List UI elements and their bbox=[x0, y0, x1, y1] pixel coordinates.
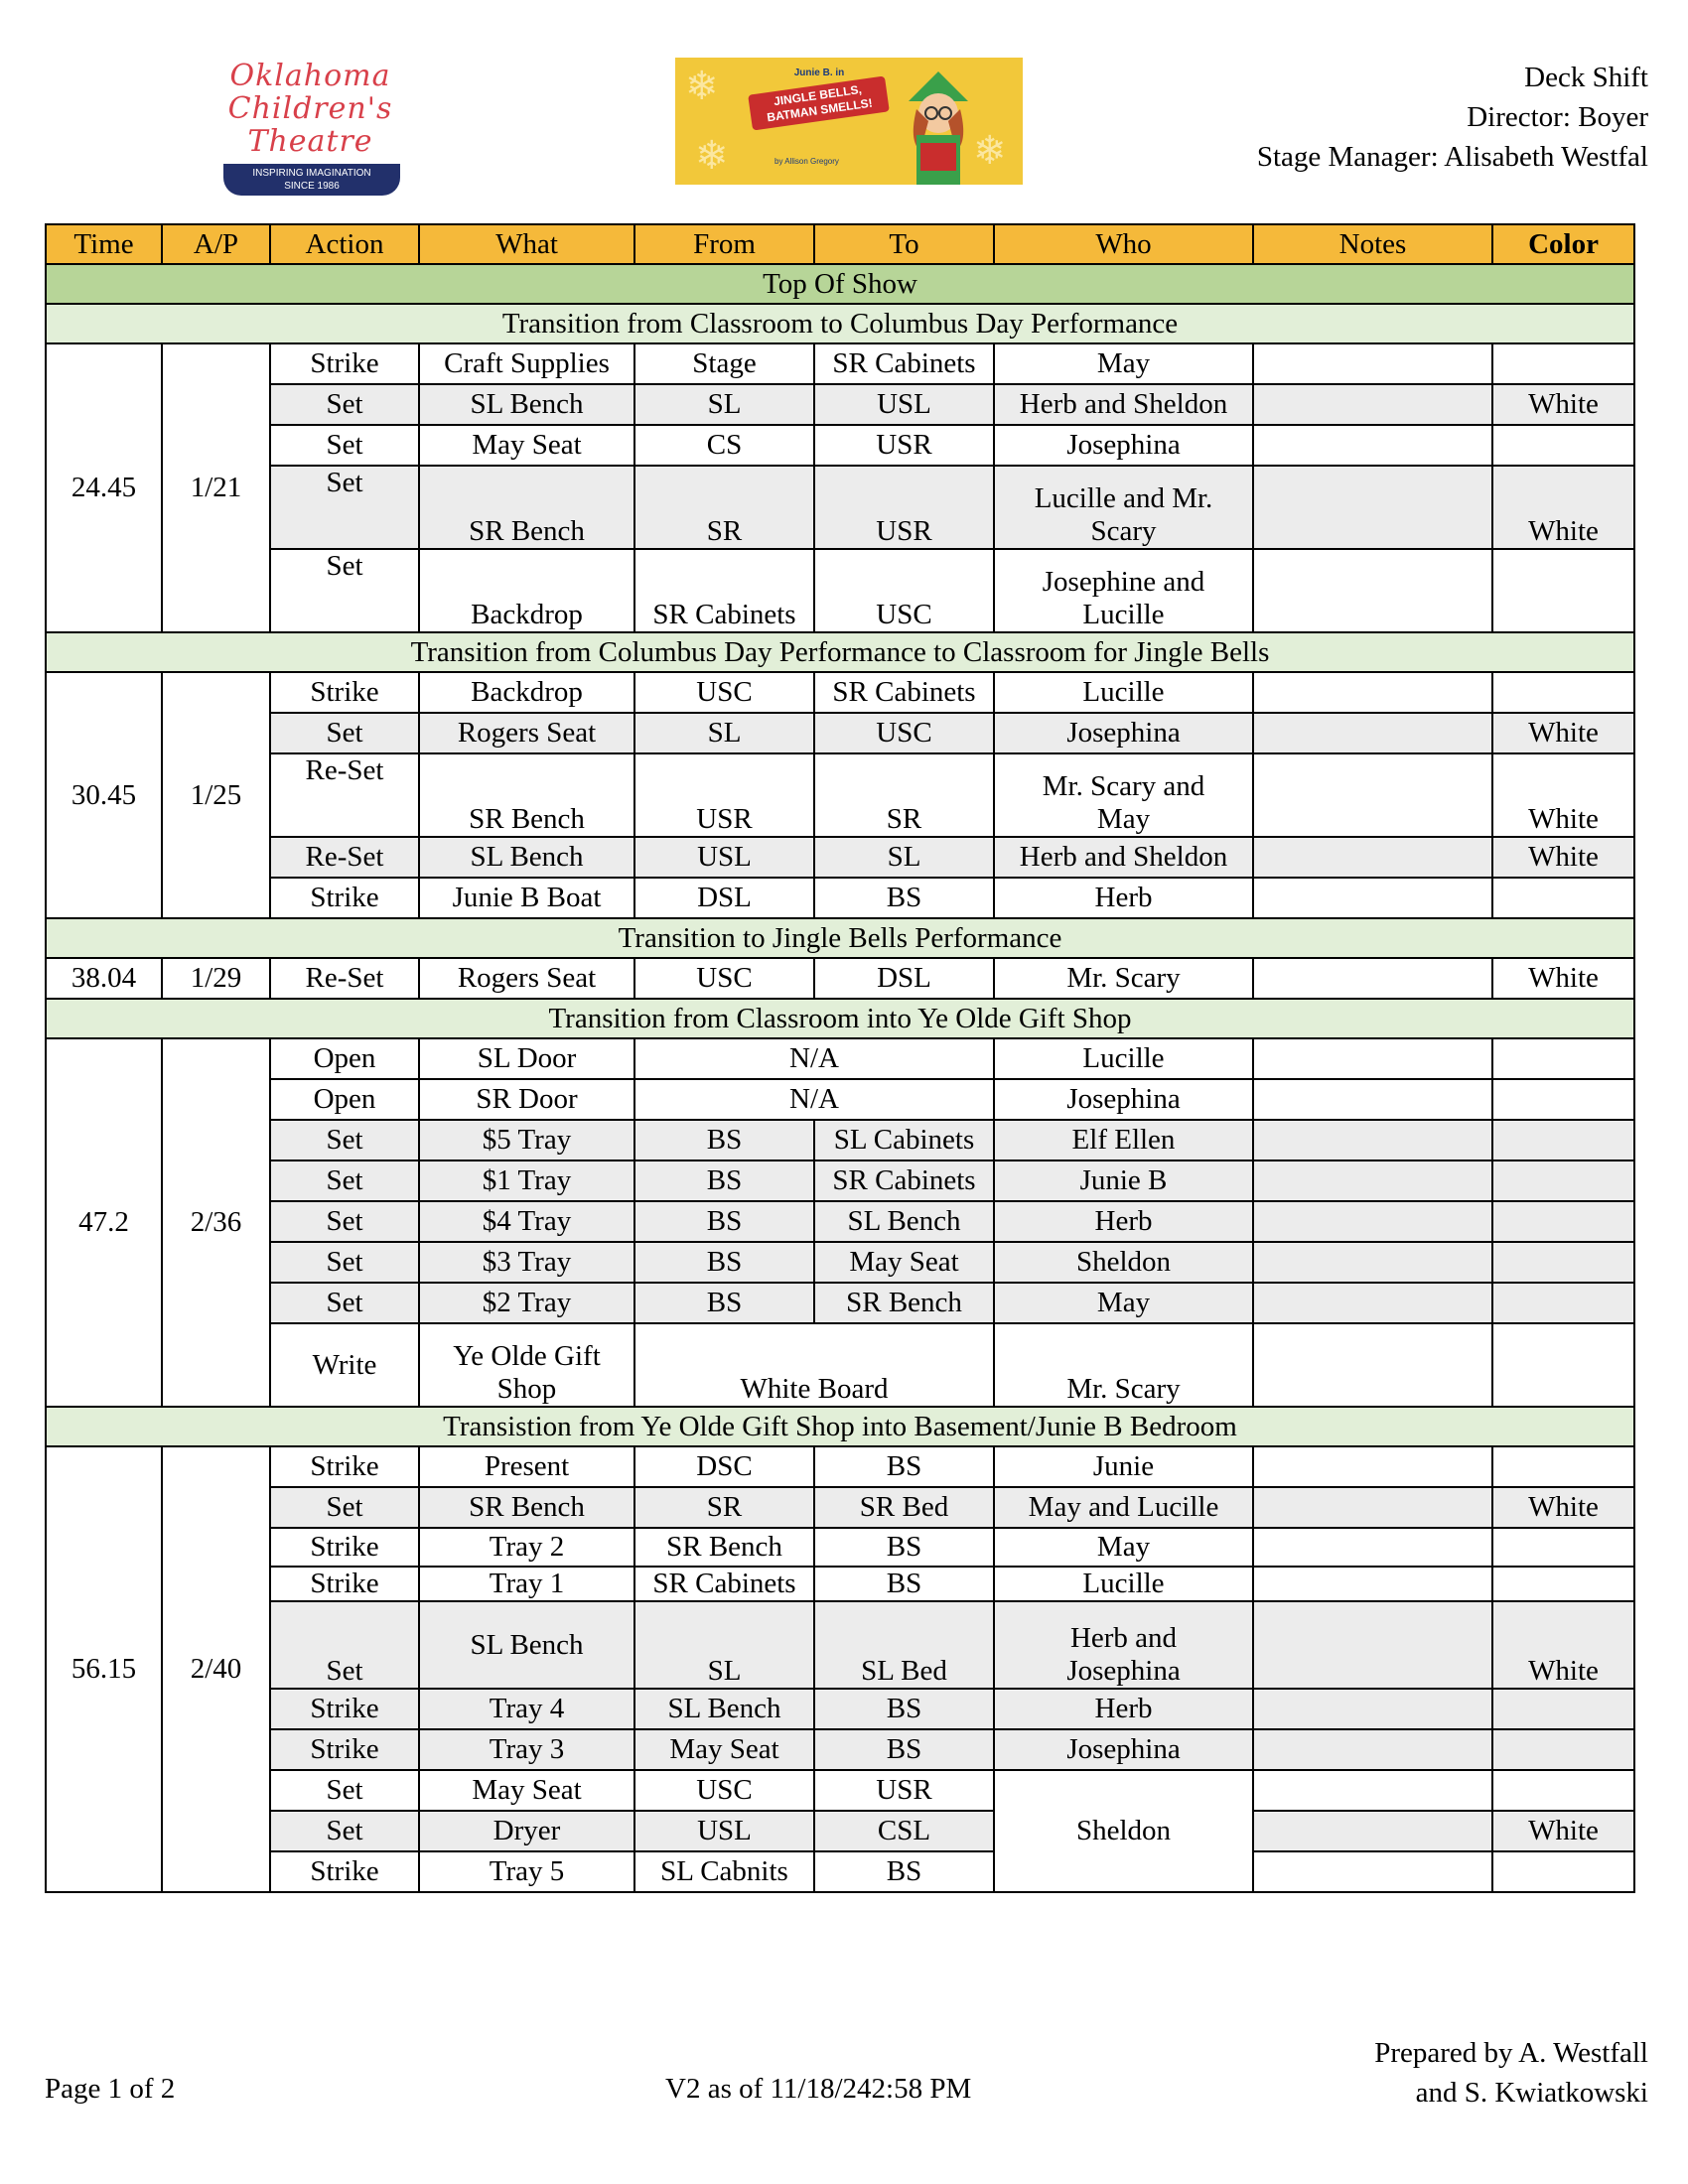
notes-cell bbox=[1253, 1567, 1492, 1601]
section-title: Transition from Classroom into Ye Olde Gift Shop bbox=[46, 999, 1634, 1038]
stage-manager-line: Stage Manager: Alisabeth Westfal bbox=[1256, 141, 1648, 173]
action-cell: Set bbox=[270, 425, 419, 466]
to-cell: SR Cabinets bbox=[814, 672, 994, 713]
to-cell: USR bbox=[814, 425, 994, 466]
what-cell: May Seat bbox=[419, 1770, 634, 1811]
who-line-2: May bbox=[1096, 803, 1151, 835]
what-cell: SL Bench bbox=[419, 1601, 634, 1689]
deck-shift-table bbox=[45, 223, 1635, 1893]
notes-cell bbox=[1253, 713, 1492, 753]
what-cell: Tray 1 bbox=[419, 1567, 634, 1601]
section-header-row bbox=[46, 304, 1634, 343]
what-cell: SR Bench bbox=[419, 753, 634, 837]
notes-cell bbox=[1253, 1323, 1492, 1407]
who-cell: Herb bbox=[994, 1201, 1253, 1242]
who-line-2: Josephina bbox=[1066, 1655, 1181, 1687]
action-cell: Re-Set bbox=[270, 958, 419, 999]
what-cell: May Seat bbox=[419, 425, 634, 466]
from-cell: USC bbox=[634, 958, 814, 999]
from-cell: USL bbox=[634, 837, 814, 878]
what-cell: SR Door bbox=[419, 1079, 634, 1120]
to-cell: SR Cabinets bbox=[814, 1160, 994, 1201]
to-cell: USR bbox=[814, 466, 994, 549]
notes-cell bbox=[1253, 837, 1492, 878]
from-cell: SR bbox=[634, 1487, 814, 1528]
action-cell: Strike bbox=[270, 672, 419, 713]
table-row bbox=[46, 1601, 1634, 1689]
color-cell bbox=[1492, 1201, 1634, 1242]
to-cell: BS bbox=[814, 1446, 994, 1487]
table-row bbox=[46, 1079, 1634, 1120]
from-cell: DSL bbox=[634, 878, 814, 918]
action-cell: Set bbox=[270, 466, 419, 549]
from-cell: SL Bench bbox=[634, 1689, 814, 1729]
what-cell: SL Bench bbox=[419, 384, 634, 425]
what-cell: Rogers Seat bbox=[419, 713, 634, 753]
from-cell: CS bbox=[634, 425, 814, 466]
color-cell bbox=[1492, 878, 1634, 918]
what-cell: Present bbox=[419, 1446, 634, 1487]
who-line-2: Lucille bbox=[1082, 599, 1165, 630]
table-row bbox=[46, 384, 1634, 425]
section-header-row bbox=[46, 918, 1634, 958]
color-cell bbox=[1492, 1567, 1634, 1601]
table-row bbox=[46, 1689, 1634, 1729]
logo-line-3: Theatre bbox=[247, 124, 373, 159]
ap-cell: 2/40 bbox=[162, 1446, 270, 1892]
action-cell: Re-Set bbox=[270, 837, 419, 878]
who-cell: May bbox=[994, 343, 1253, 384]
action-cell: Set bbox=[270, 1242, 419, 1283]
to-cell: SR Cabinets bbox=[814, 343, 994, 384]
table-row bbox=[46, 958, 1634, 999]
notes-cell bbox=[1253, 672, 1492, 713]
notes-cell bbox=[1253, 1851, 1492, 1892]
what-cell: Rogers Seat bbox=[419, 958, 634, 999]
theatre-logo bbox=[223, 59, 397, 192]
col-color-header: Color bbox=[1492, 224, 1634, 264]
who-cell: Junie B bbox=[994, 1160, 1253, 1201]
action-cell: Strike bbox=[270, 1446, 419, 1487]
section-header-row bbox=[46, 1407, 1634, 1446]
notes-cell bbox=[1253, 1038, 1492, 1079]
what-cell: Tray 2 bbox=[419, 1528, 634, 1567]
to-cell: CSL bbox=[814, 1811, 994, 1851]
who-cell: Herb bbox=[994, 1689, 1253, 1729]
what-cell: SR Bench bbox=[419, 466, 634, 549]
table-row bbox=[46, 1851, 1634, 1892]
to-cell: DSL bbox=[814, 958, 994, 999]
color-cell bbox=[1492, 1079, 1634, 1120]
action-cell: Set bbox=[270, 713, 419, 753]
doc-title: Deck Shift bbox=[1524, 62, 1648, 93]
what-line-1: Ye Olde Gift bbox=[453, 1340, 601, 1372]
who-cell bbox=[994, 1601, 1253, 1689]
who-cell: Lucille bbox=[994, 672, 1253, 713]
snowflake-icon: ❄ bbox=[973, 128, 1007, 173]
action-cell: Strike bbox=[270, 1528, 419, 1567]
table-row bbox=[46, 1160, 1634, 1201]
color-cell bbox=[1492, 1528, 1634, 1567]
action-cell: Set bbox=[270, 1120, 419, 1160]
who-cell: Josephina bbox=[994, 425, 1253, 466]
who-line-2: Scary bbox=[1090, 515, 1157, 547]
who-cell: Junie bbox=[994, 1446, 1253, 1487]
from-cell: SL Cabnits bbox=[634, 1851, 814, 1892]
who-line-1: Josephine and bbox=[1042, 566, 1205, 598]
from-cell: SR Bench bbox=[634, 1528, 814, 1567]
who-cell: Mr. Scary bbox=[994, 958, 1253, 999]
table-row bbox=[46, 1038, 1634, 1079]
section-title: Transition from Classroom to Columbus Day Performance bbox=[46, 304, 1634, 343]
top-of-show-label: Top Of Show bbox=[46, 264, 1634, 304]
top-of-show-row bbox=[46, 264, 1634, 304]
who-cell: May bbox=[994, 1528, 1253, 1567]
table-row bbox=[46, 1528, 1634, 1567]
who-cell: Lucille bbox=[994, 1567, 1253, 1601]
table-row bbox=[46, 1811, 1634, 1851]
to-cell: USC bbox=[814, 713, 994, 753]
color-cell bbox=[1492, 1160, 1634, 1201]
from-cell: Stage bbox=[634, 343, 814, 384]
ap-cell: 2/36 bbox=[162, 1038, 270, 1407]
color-cell bbox=[1492, 1038, 1634, 1079]
from-to-cell: N/A bbox=[634, 1079, 994, 1120]
what-cell: Tray 5 bbox=[419, 1851, 634, 1892]
what-cell: Backdrop bbox=[419, 672, 634, 713]
time-cell: 30.45 bbox=[46, 672, 162, 918]
color-cell bbox=[1492, 1851, 1634, 1892]
from-cell: USL bbox=[634, 1811, 814, 1851]
who-cell: Mr. Scary bbox=[994, 1323, 1253, 1407]
director-line: Director: Boyer bbox=[1467, 101, 1648, 133]
ap-cell: 1/21 bbox=[162, 343, 270, 632]
color-cell: White bbox=[1492, 713, 1634, 753]
logo-tagline-2: SINCE 1986 bbox=[284, 181, 340, 192]
to-cell: SL bbox=[814, 837, 994, 878]
color-cell: White bbox=[1492, 384, 1634, 425]
logo-tagline bbox=[223, 164, 400, 196]
notes-cell bbox=[1253, 1079, 1492, 1120]
action-cell: Re-Set bbox=[270, 753, 419, 837]
who-line-1: Herb and bbox=[1069, 1622, 1178, 1654]
to-cell: BS bbox=[814, 1729, 994, 1770]
action-cell: Strike bbox=[270, 1729, 419, 1770]
who-cell bbox=[994, 753, 1253, 837]
color-cell bbox=[1492, 1689, 1634, 1729]
show-banner bbox=[675, 58, 1023, 185]
who-cell: Herb and Sheldon bbox=[994, 837, 1253, 878]
from-cell: USC bbox=[634, 1770, 814, 1811]
action-cell: Set bbox=[270, 1487, 419, 1528]
notes-cell bbox=[1253, 384, 1492, 425]
action-cell: Strike bbox=[270, 1689, 419, 1729]
table-row bbox=[46, 878, 1634, 918]
what-cell: SR Bench bbox=[419, 1487, 634, 1528]
table-row bbox=[46, 1770, 1634, 1811]
to-cell: SL Cabinets bbox=[814, 1120, 994, 1160]
who-cell: Herb and Sheldon bbox=[994, 384, 1253, 425]
col-ap-header: A/P bbox=[162, 224, 270, 264]
from-cell: SL bbox=[634, 1601, 814, 1689]
notes-cell bbox=[1253, 466, 1492, 549]
to-cell: SL Bench bbox=[814, 1201, 994, 1242]
notes-cell bbox=[1253, 878, 1492, 918]
to-cell: BS bbox=[814, 1851, 994, 1892]
table-row bbox=[46, 1201, 1634, 1242]
notes-cell bbox=[1253, 343, 1492, 384]
version-stamp: V2 as of 11/18/242:58 PM bbox=[665, 2073, 972, 2105]
action-cell: Strike bbox=[270, 1567, 419, 1601]
snowflake-icon: ❄ bbox=[685, 64, 719, 108]
notes-cell bbox=[1253, 1601, 1492, 1689]
what-cell: $1 Tray bbox=[419, 1160, 634, 1201]
action-cell: Set bbox=[270, 1811, 419, 1851]
from-cell: BS bbox=[634, 1283, 814, 1323]
to-cell: BS bbox=[814, 1528, 994, 1567]
notes-cell bbox=[1253, 1242, 1492, 1283]
to-cell: SR Bench bbox=[814, 1283, 994, 1323]
notes-cell bbox=[1253, 549, 1492, 632]
logo-line-2: Children's bbox=[227, 91, 393, 126]
color-cell: White bbox=[1492, 466, 1634, 549]
to-cell: BS bbox=[814, 1689, 994, 1729]
elf-girl-illustration-icon bbox=[899, 71, 978, 185]
table-row bbox=[46, 1729, 1634, 1770]
who-line-1: Mr. Scary and bbox=[1042, 770, 1205, 802]
action-cell: Open bbox=[270, 1038, 419, 1079]
color-cell bbox=[1492, 1770, 1634, 1811]
from-cell: May Seat bbox=[634, 1729, 814, 1770]
page-number: Page 1 of 2 bbox=[45, 2073, 176, 2105]
time-cell: 47.2 bbox=[46, 1038, 162, 1407]
table-row bbox=[46, 1446, 1634, 1487]
to-cell: BS bbox=[814, 878, 994, 918]
from-cell: SL bbox=[634, 713, 814, 753]
action-cell: Write bbox=[270, 1323, 419, 1407]
table-row bbox=[46, 466, 1634, 549]
who-line-1: Lucille and Mr. bbox=[1034, 482, 1213, 514]
notes-cell bbox=[1253, 1120, 1492, 1160]
table-row bbox=[46, 753, 1634, 837]
to-cell: USL bbox=[814, 384, 994, 425]
logo-tagline-1: INSPIRING IMAGINATION bbox=[252, 168, 371, 179]
table-row bbox=[46, 672, 1634, 713]
action-cell: Set bbox=[270, 1160, 419, 1201]
col-from-header: From bbox=[634, 224, 814, 264]
from-cell: BS bbox=[634, 1120, 814, 1160]
what-cell: Junie B Boat bbox=[419, 878, 634, 918]
color-cell bbox=[1492, 1323, 1634, 1407]
who-cell: Sheldon bbox=[994, 1242, 1253, 1283]
table-row bbox=[46, 343, 1634, 384]
from-cell: SR Cabinets bbox=[634, 1567, 814, 1601]
to-cell: SR Bed bbox=[814, 1487, 994, 1528]
col-who-header: Who bbox=[994, 224, 1253, 264]
who-cell: Herb bbox=[994, 878, 1253, 918]
who-cell: Sheldon bbox=[994, 1770, 1253, 1892]
col-notes-header: Notes bbox=[1253, 224, 1492, 264]
what-cell: $4 Tray bbox=[419, 1201, 634, 1242]
notes-cell bbox=[1253, 1201, 1492, 1242]
from-cell: SR Cabinets bbox=[634, 549, 814, 632]
from-cell: SL bbox=[634, 384, 814, 425]
from-cell: BS bbox=[634, 1242, 814, 1283]
color-cell: White bbox=[1492, 837, 1634, 878]
section-title: Transition to Jingle Bells Performance bbox=[46, 918, 1634, 958]
what-cell: Tray 4 bbox=[419, 1689, 634, 1729]
what-cell: SL Door bbox=[419, 1038, 634, 1079]
section-header-row bbox=[46, 999, 1634, 1038]
banner-author: by Allison Gregory bbox=[774, 157, 839, 166]
what-cell: $5 Tray bbox=[419, 1120, 634, 1160]
action-cell: Open bbox=[270, 1079, 419, 1120]
color-cell: White bbox=[1492, 958, 1634, 999]
notes-cell bbox=[1253, 1770, 1492, 1811]
action-cell: Strike bbox=[270, 343, 419, 384]
from-cell: USC bbox=[634, 672, 814, 713]
action-cell: Set bbox=[270, 1601, 419, 1689]
what-cell: Backdrop bbox=[419, 549, 634, 632]
notes-cell bbox=[1253, 958, 1492, 999]
color-cell bbox=[1492, 672, 1634, 713]
col-time-header: Time bbox=[46, 224, 162, 264]
action-cell: Strike bbox=[270, 878, 419, 918]
action-cell: Set bbox=[270, 1283, 419, 1323]
table-header-row bbox=[46, 224, 1634, 264]
banner-subtitle: Junie B. in bbox=[793, 68, 845, 78]
who-cell bbox=[994, 549, 1253, 632]
table-row bbox=[46, 549, 1634, 632]
from-cell: BS bbox=[634, 1160, 814, 1201]
ap-cell: 1/25 bbox=[162, 672, 270, 918]
snowflake-icon: ❄ bbox=[695, 133, 729, 178]
table-row bbox=[46, 425, 1634, 466]
what-cell: Tray 3 bbox=[419, 1729, 634, 1770]
to-cell: SL Bed bbox=[814, 1601, 994, 1689]
prepared-by-line-1: Prepared by A. Westfall bbox=[1374, 2037, 1648, 2069]
color-cell bbox=[1492, 425, 1634, 466]
what-cell: $2 Tray bbox=[419, 1283, 634, 1323]
who-cell: Lucille bbox=[994, 1038, 1253, 1079]
prepared-by-line-2: and S. Kwiatkowski bbox=[1415, 2077, 1648, 2109]
notes-cell bbox=[1253, 753, 1492, 837]
banner-title: JINGLE BELLS, BATMAN SMELLS! bbox=[748, 76, 890, 131]
ap-cell: 1/29 bbox=[162, 958, 270, 999]
what-cell: SL Bench bbox=[419, 837, 634, 878]
table-row bbox=[46, 1323, 1634, 1407]
col-action-header: Action bbox=[270, 224, 419, 264]
who-cell: Josephina bbox=[994, 1729, 1253, 1770]
table-row bbox=[46, 1567, 1634, 1601]
section-title: Transition from Columbus Day Performance to Classroom for Jingle Bells bbox=[46, 632, 1634, 672]
color-cell: White bbox=[1492, 1601, 1634, 1689]
col-to-header: To bbox=[814, 224, 994, 264]
color-cell bbox=[1492, 1446, 1634, 1487]
to-cell: May Seat bbox=[814, 1242, 994, 1283]
action-cell: Set bbox=[270, 1770, 419, 1811]
table-row bbox=[46, 1242, 1634, 1283]
table-row bbox=[46, 1120, 1634, 1160]
notes-cell bbox=[1253, 1160, 1492, 1201]
notes-cell bbox=[1253, 1729, 1492, 1770]
to-cell: BS bbox=[814, 1567, 994, 1601]
table-row bbox=[46, 713, 1634, 753]
who-cell bbox=[994, 466, 1253, 549]
color-cell bbox=[1492, 1283, 1634, 1323]
what-cell: Dryer bbox=[419, 1811, 634, 1851]
color-cell bbox=[1492, 1729, 1634, 1770]
time-cell: 24.45 bbox=[46, 343, 162, 632]
section-title: Transistion from Ye Olde Gift Shop into Basement/Junie B Bedroom bbox=[46, 1407, 1634, 1446]
from-to-cell: White Board bbox=[634, 1323, 994, 1407]
who-cell: Elf Ellen bbox=[994, 1120, 1253, 1160]
color-cell bbox=[1492, 343, 1634, 384]
notes-cell bbox=[1253, 1811, 1492, 1851]
color-cell bbox=[1492, 1242, 1634, 1283]
color-cell: White bbox=[1492, 1811, 1634, 1851]
col-what-header: What bbox=[419, 224, 634, 264]
color-cell: White bbox=[1492, 753, 1634, 837]
notes-cell bbox=[1253, 1283, 1492, 1323]
notes-cell bbox=[1253, 1528, 1492, 1567]
logo-line-1: Oklahoma bbox=[229, 59, 391, 93]
to-cell: USC bbox=[814, 549, 994, 632]
notes-cell bbox=[1253, 1487, 1492, 1528]
time-cell: 56.15 bbox=[46, 1446, 162, 1892]
from-cell: USR bbox=[634, 753, 814, 837]
from-cell: SR bbox=[634, 466, 814, 549]
from-cell: DSC bbox=[634, 1446, 814, 1487]
document-header bbox=[1257, 58, 1648, 177]
notes-cell bbox=[1253, 1446, 1492, 1487]
who-cell: Josephina bbox=[994, 1079, 1253, 1120]
what-cell: $3 Tray bbox=[419, 1242, 634, 1283]
who-cell: May bbox=[994, 1283, 1253, 1323]
what-line-2: Shop bbox=[496, 1373, 557, 1405]
prepared-by bbox=[1374, 2033, 1648, 2113]
what-cell: Craft Supplies bbox=[419, 343, 634, 384]
color-cell bbox=[1492, 1120, 1634, 1160]
action-cell: Set bbox=[270, 1201, 419, 1242]
to-cell: USR bbox=[814, 1770, 994, 1811]
color-cell bbox=[1492, 549, 1634, 632]
notes-cell bbox=[1253, 1689, 1492, 1729]
table-row bbox=[46, 1283, 1634, 1323]
section-header-row bbox=[46, 632, 1634, 672]
table-row bbox=[46, 837, 1634, 878]
action-cell: Set bbox=[270, 384, 419, 425]
what-cell bbox=[419, 1323, 634, 1407]
from-to-cell: N/A bbox=[634, 1038, 994, 1079]
who-cell: Josephina bbox=[994, 713, 1253, 753]
table-row bbox=[46, 1487, 1634, 1528]
action-cell: Strike bbox=[270, 1851, 419, 1892]
to-cell: SR bbox=[814, 753, 994, 837]
action-cell: Set bbox=[270, 549, 419, 632]
time-cell: 38.04 bbox=[46, 958, 162, 999]
notes-cell bbox=[1253, 425, 1492, 466]
color-cell: White bbox=[1492, 1487, 1634, 1528]
who-cell: May and Lucille bbox=[994, 1487, 1253, 1528]
from-cell: BS bbox=[634, 1201, 814, 1242]
